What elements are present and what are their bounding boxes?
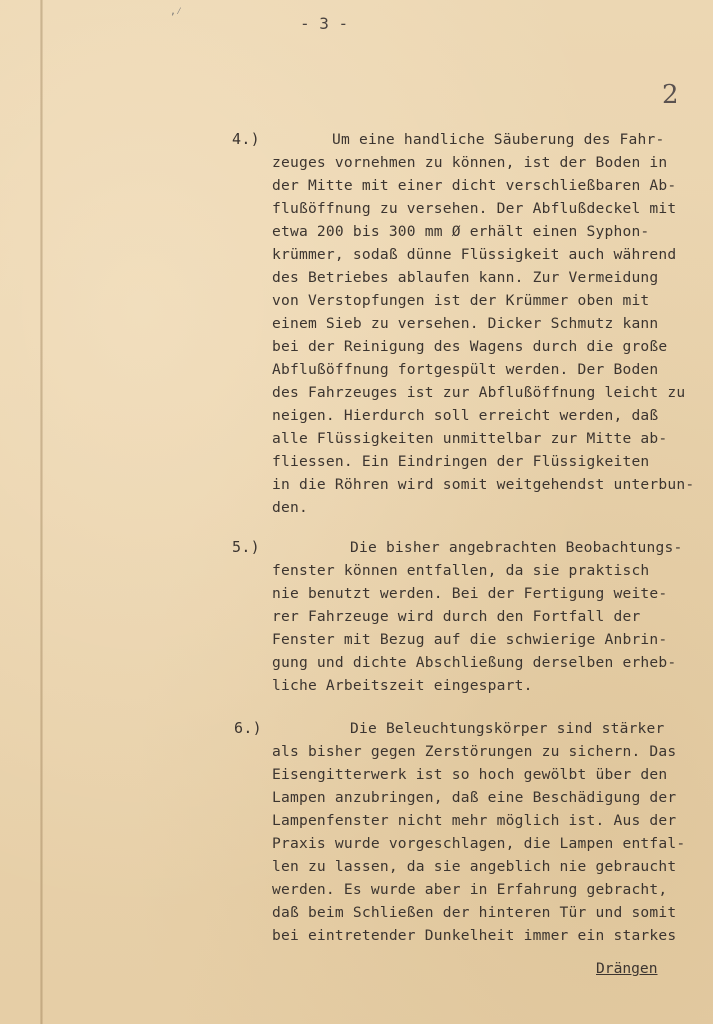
paragraph-line: Lampen anzubringen, daß eine Beschädigung der	[272, 789, 677, 806]
paragraph-line: neigen. Hierdurch soll erreicht werden, daß	[272, 407, 659, 424]
paragraph-line: nie benutzt werden. Bei der Fertigung weite-	[272, 585, 668, 602]
paragraph-line: daß beim Schließen der hinteren Tür und somit	[272, 904, 677, 921]
paragraph-line: flußöffnung zu versehen. Der Abflußdeckel mit	[272, 200, 677, 217]
paragraph-line: krümmer, sodaß dünne Flüssigkeit auch während	[272, 246, 677, 263]
paragraph-line: Die Beleuchtungskörper sind stärker	[350, 720, 665, 737]
paragraph-line: als bisher gegen Zerstörungen zu sichern. Das	[272, 743, 677, 760]
paragraph-line: von Verstopfungen ist der Krümmer oben mit	[272, 292, 650, 309]
paragraph-line: einem Sieb zu versehen. Dicker Schmutz kann	[272, 315, 659, 332]
paragraph-line: Praxis wurde vorgeschlagen, die Lampen entfal-	[272, 835, 686, 852]
paragraph-line: des Betriebes ablaufen kann. Zur Vermeidung	[272, 269, 659, 286]
item-number: 6.)	[234, 719, 262, 737]
paragraph-line: bei eintretender Dunkelheit immer ein starkes	[272, 927, 677, 944]
paragraph-line: der Mitte mit einer dicht verschließbaren Ab-	[272, 177, 677, 194]
paragraph-line: des Fahrzeuges ist zur Abflußöffnung leicht zu	[272, 384, 686, 401]
paragraph-line: Um eine handliche Säuberung des Fahr-	[332, 131, 665, 148]
paragraph-line: Eisengitterwerk ist so hoch gewölbt über den	[272, 766, 668, 783]
item-number: 5.)	[232, 538, 260, 556]
item-number: 4.)	[232, 130, 260, 148]
paragraph-line: etwa 200 bis 300 mm Ø erhält einen Syphon-	[272, 223, 650, 240]
handwritten-page-number: 2	[662, 80, 679, 110]
paragraph-line: den.	[272, 499, 308, 516]
paragraph-line: fenster können entfallen, da sie praktisch	[272, 562, 650, 579]
pencil-mark: ,⁄	[170, 6, 183, 17]
paragraph-line: zeuges vornehmen zu können, ist der Boden in	[272, 154, 668, 171]
paragraph-line: rer Fahrzeuge wird durch den Fortfall der	[272, 608, 641, 625]
paragraph-line: liche Arbeitszeit eingespart.	[272, 677, 533, 694]
catchword: Drängen	[596, 960, 658, 977]
page-number: - 3 -	[300, 14, 349, 33]
paragraph-line: werden. Es wurde aber in Erfahrung gebracht,	[272, 881, 668, 898]
paper-fold	[40, 0, 43, 1024]
paragraph-line: Lampenfenster nicht mehr möglich ist. Aus der	[272, 812, 677, 829]
paragraph-line: bei der Reinigung des Wagens durch die große	[272, 338, 668, 355]
paragraph-line: Fenster mit Bezug auf die schwierige Anbrin-	[272, 631, 668, 648]
paragraph-line: in die Röhren wird somit weitgehendst unterbun-	[272, 476, 695, 493]
paragraph-line: gung und dichte Abschließung derselben erheb-	[272, 654, 677, 671]
paragraph-line: alle Flüssigkeiten unmittelbar zur Mitte ab-	[272, 430, 668, 447]
paragraph-line: Abflußöffnung fortgespült werden. Der Boden	[272, 361, 659, 378]
paragraph-line: fliessen. Ein Eindringen der Flüssigkeiten	[272, 453, 650, 470]
paragraph-line: Die bisher angebrachten Beobachtungs-	[350, 539, 683, 556]
paragraph-line: len zu lassen, da sie angeblich nie gebraucht	[272, 858, 677, 875]
